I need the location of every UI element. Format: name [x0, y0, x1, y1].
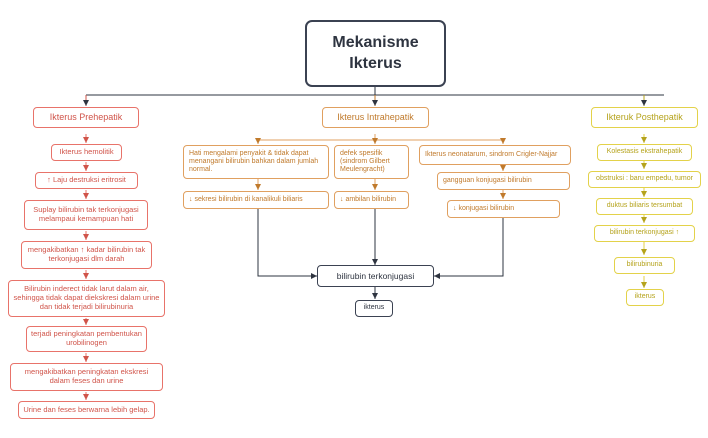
node-intrahepatik-c3-3 — [447, 200, 560, 218]
node-posthepatik-3 — [596, 198, 693, 215]
node-intrahepatik-c2-1 — [334, 145, 409, 179]
diagram-title-text: Mekanisme Ikterus — [332, 33, 419, 72]
branch-head-prehepatik-label: Ikterus Prehepatik — [49, 112, 123, 123]
node-prehepatik-4 — [21, 241, 152, 269]
node-intrahepatik-c2-1-label: defek spesifik (sindrom Gilbert Meulengracht) — [340, 149, 390, 174]
branch-head-intrahepatik-label: Ikterus Intrahepatik — [337, 112, 414, 123]
node-posthepatik-6-label: ikterus — [634, 293, 656, 301]
node-posthepatik-2 — [588, 171, 701, 188]
node-posthepatik-5 — [614, 257, 675, 274]
node-prehepatik-1 — [51, 144, 122, 161]
node-prehepatik-5 — [8, 280, 165, 317]
node-prehepatik-6-label: terjadi peningkatan pembentukan urobilinogen — [31, 329, 142, 347]
node-outcome-bilirubin-label: bilirubin terkonjugasi — [336, 270, 415, 281]
node-prehepatik-4-label: mengakibatkan ↑ kadar bilirubin tak terkonjugasi dlm darah — [27, 245, 146, 263]
node-intrahepatik-c3-3-label: ↓ konjugasi bilirubin — [453, 204, 515, 212]
node-prehepatik-8 — [18, 401, 155, 419]
node-intrahepatik-c3-1 — [419, 145, 571, 165]
node-prehepatik-2 — [35, 172, 138, 189]
node-intrahepatik-c1-1 — [183, 145, 329, 179]
node-posthepatik-4 — [594, 225, 695, 242]
node-posthepatik-3-label: duktus biliaris tersumbat — [606, 202, 683, 210]
node-posthepatik-1 — [597, 144, 692, 161]
branch-head-prehepatik — [33, 107, 139, 128]
node-posthepatik-6 — [626, 289, 664, 306]
node-intrahepatik-c2-2 — [334, 191, 409, 209]
node-prehepatik-2-label: ↑ Laju destruksi eritrosit — [47, 175, 126, 185]
branch-head-posthepatik — [591, 107, 698, 128]
node-prehepatik-7-label: mengakibatkan peningkatan ekskresi dalam feses dan urine — [24, 367, 149, 385]
node-intrahepatik-c3-1-label: Ikterus neonatarum, sindrom Crigler-Najjar — [425, 150, 558, 158]
node-intrahepatik-c1-2 — [183, 191, 329, 209]
node-outcome-ikterus — [355, 300, 393, 317]
node-prehepatik-3 — [24, 200, 148, 230]
branch-head-posthepatik-label: Ikteruk Posthepatik — [606, 112, 683, 123]
node-posthepatik-5-label: bilirubinuria — [626, 261, 663, 269]
node-posthepatik-4-label: bilirubin terkonjugasi ↑ — [609, 229, 680, 237]
diagram-title — [305, 20, 446, 87]
node-posthepatik-2-label: obstruksi : baru empedu, tumor — [596, 175, 693, 183]
node-intrahepatik-c1-2-label: ↓ sekresi bilirubin di kanalikuli biliaris — [189, 195, 303, 203]
node-prehepatik-5-label: Bilirubin inderect tidak larut dalam air, sehingga tidak dapat diekskresi dalam urine dan tidak terjadi bilirubinuria — [13, 284, 160, 311]
node-prehepatik-7 — [10, 363, 163, 391]
node-outcome-bilirubin — [317, 265, 434, 287]
node-intrahepatik-c3-2-label: gangguan konjugasi bilirubin — [443, 176, 532, 184]
node-intrahepatik-c1-1-label: Hati mengalami penyakit & tidak dapat menangani bilirubin bahkan dalam jumlah normal. — [189, 149, 319, 174]
node-prehepatik-8-label: Urine dan feses berwarna lebih gelap. — [23, 404, 150, 414]
node-prehepatik-3-label: Suplay bilirubin tak terkonjugasi melampaui kemampuan hati — [33, 205, 139, 223]
node-intrahepatik-c2-2-label: ↓ ambilan bilirubin — [340, 195, 397, 203]
node-outcome-ikterus-label: ikterus — [363, 304, 385, 312]
branch-head-intrahepatik — [322, 107, 429, 128]
node-prehepatik-6 — [26, 326, 147, 352]
node-posthepatik-1-label: Kolestasis ekstrahepatik — [606, 148, 683, 156]
node-intrahepatik-c3-2 — [437, 172, 570, 190]
node-prehepatik-1-label: Ikterus hemolitik — [59, 147, 114, 157]
